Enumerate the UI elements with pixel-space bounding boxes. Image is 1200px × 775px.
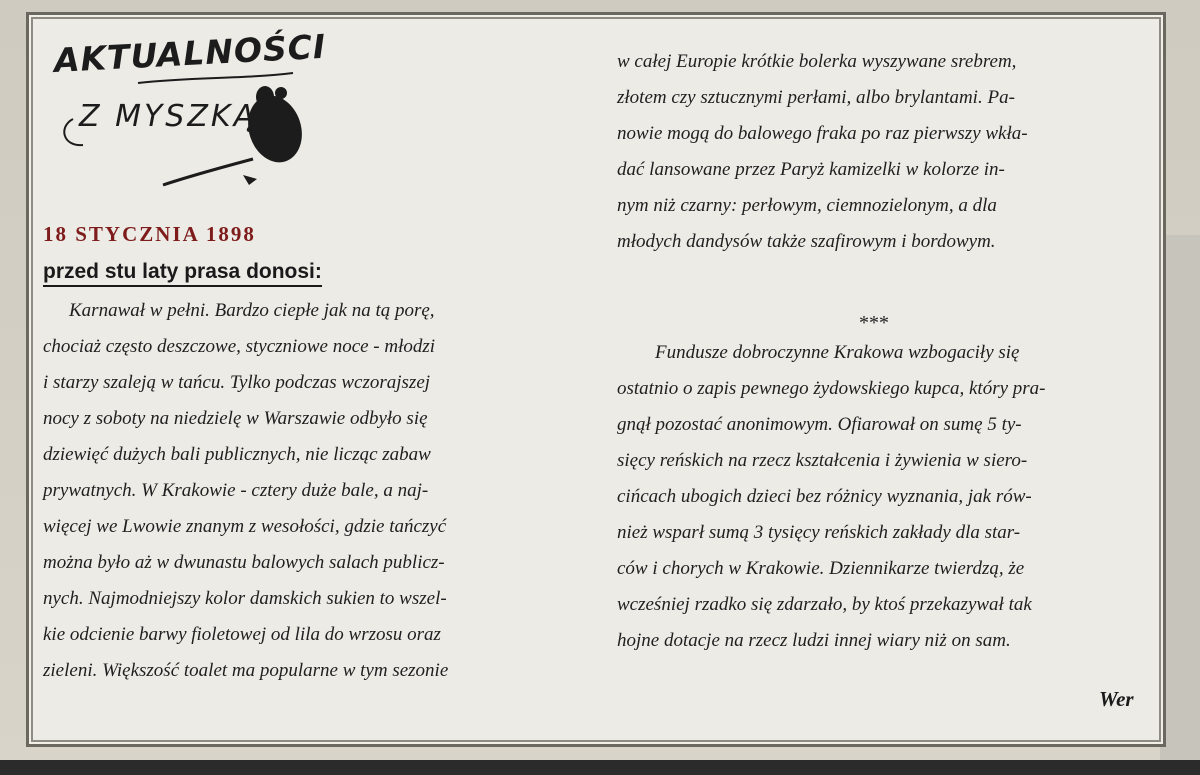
text-line: więcej we Lwowie znanym z wesołości, gdzie tańczyć xyxy=(43,516,447,537)
text-line: wcześniej rzadko się zdarzało, by ktoś przekazywał tak xyxy=(617,594,1032,615)
text-line: hojne dotacje na rzecz ludzi innej wiary niż on sam. xyxy=(617,630,1011,651)
text-line: chociaż często deszczowe, styczniowe noce - młodzi xyxy=(43,336,436,357)
text-line: Karnawał w pełni. Bardzo ciepłe jak na tą porę, xyxy=(69,300,435,321)
text-line: nych. Najmodniejszy kolor damskich sukien to wszel- xyxy=(43,588,447,609)
text-line: nież wsparł sumą 3 tysięcy reńskich zakłady dla star- xyxy=(617,522,1021,543)
article-date: 18 STYCZNIA 1898 xyxy=(43,222,256,246)
text-line: kie odcienie barwy fioletowej od lila do wrzosu oraz xyxy=(43,624,441,645)
text-line: sięcy reńskich na rzecz kształcenia i żywienia w siero- xyxy=(617,450,1028,471)
section-subheading: przed stu laty prasa donosi: xyxy=(43,260,322,287)
column-logo xyxy=(43,27,333,207)
text-line: można było aż w dwunastu balowych salach publicz- xyxy=(43,552,445,573)
text-line: ostatnio o zapis pewnego żydowskiego kupca, który pra- xyxy=(617,378,1046,399)
text-line: cińcach ubogich dzieci bez różnicy wyznania, jak rów- xyxy=(617,486,1032,507)
author-signature: Wer xyxy=(1099,687,1134,711)
text-line: nocy z soboty na niedzielę w Warszawie odbyło się xyxy=(43,408,428,429)
text-line: nowie mogą do balowego fraka po raz pierwszy wkła- xyxy=(617,123,1028,144)
text-line: młodych dandysów także szafirowym i bordowym. xyxy=(617,231,996,252)
text-line: dać lansowane przez Paryż kamizelki w kolorze in- xyxy=(617,159,1005,180)
text-line: złotem czy sztucznymi perłami, albo brylantami. Pa- xyxy=(617,87,1015,108)
background-photo-edge xyxy=(1160,235,1200,775)
news-box xyxy=(26,12,1166,747)
bottom-dark-strip xyxy=(0,760,1200,775)
text-line: i starzy szaleją w tańcu. Tylko podczas wczorajszej xyxy=(43,372,431,393)
text-line: gnął pozostać anonimowym. Ofiarował on sumę 5 ty- xyxy=(617,414,1022,435)
text-line: ców i chorych w Krakowie. Dziennikarze twierdzą, że xyxy=(617,558,1025,579)
text-line: Fundusze dobroczynne Krakowa wzbogaciły się xyxy=(655,342,1020,363)
text-line: dziewięć dużych bali publicznych, nie licząc zabaw xyxy=(43,444,431,465)
text-line: prywatnych. W Krakowie - cztery duże bale, a naj- xyxy=(43,480,429,501)
logo-title: AKTUALNOŚCI xyxy=(53,26,328,80)
text-line: w całej Europie krótkie bolerka wyszywane srebrem, xyxy=(617,51,1017,72)
text-line: zieleni. Większość toalet ma popularne w tym sezonie xyxy=(43,660,449,681)
text-line: nym niż czarny: perłowym, ciemnozielonym, a dla xyxy=(617,195,997,216)
section-separator: *** xyxy=(859,312,889,334)
logo-subtitle: Z MYSZKĄ xyxy=(79,99,258,134)
